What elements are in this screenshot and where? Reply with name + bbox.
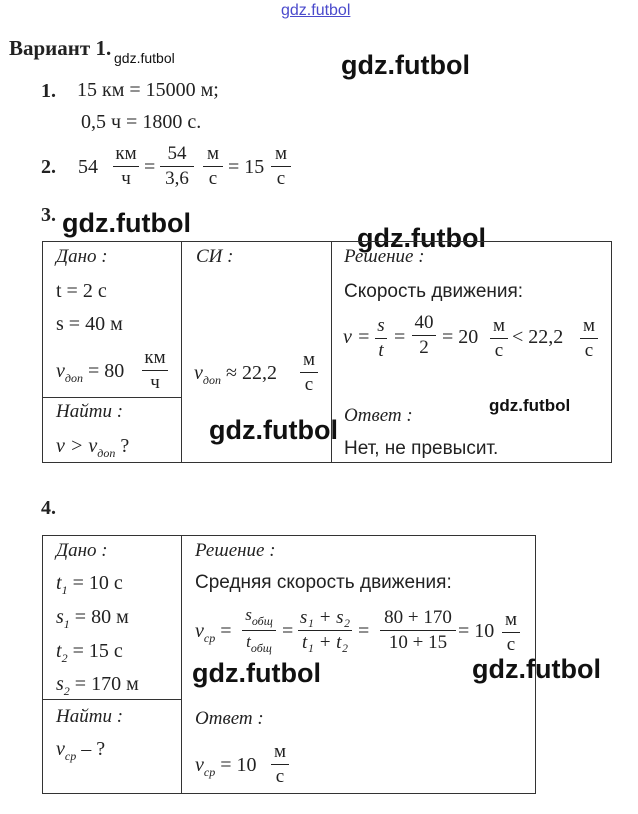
fraction-bar <box>375 338 387 339</box>
time-symbol: t <box>56 572 62 594</box>
given-time: t = 2 с <box>56 280 107 302</box>
speed-symbol: v <box>194 362 203 384</box>
fraction-bar <box>271 166 291 167</box>
si-speed-limit <box>194 362 277 388</box>
fraction-numerator: км <box>115 143 137 164</box>
given-heading: Дано : <box>56 246 108 267</box>
fraction-denominator: с <box>304 373 314 395</box>
fraction-denominator: ч <box>150 371 160 393</box>
speed-subscript: ср <box>203 631 216 645</box>
watermark: gdz.futbol <box>192 658 321 688</box>
average-speed-result: = 10 <box>458 620 495 642</box>
watermark: gdz.futbol <box>62 208 191 238</box>
fraction-denominator: 10 + 15 <box>388 631 448 653</box>
fraction-denominator <box>246 633 272 655</box>
speed-symbol: v <box>56 738 65 760</box>
subscript: 2 <box>61 651 68 665</box>
fraction-bar <box>300 372 318 373</box>
fraction-bar <box>203 166 223 167</box>
given-s2 <box>56 673 139 699</box>
fraction-km-h <box>113 144 139 189</box>
fraction-denominator: t₁ + t₂ <box>301 631 349 653</box>
fraction-numerator <box>245 606 273 628</box>
fraction-numerator: м <box>492 315 506 336</box>
fraction-denominator: 2 <box>419 336 429 358</box>
watermark: gdz.futbol <box>209 415 338 445</box>
speed-symbol: v <box>56 360 65 382</box>
fraction-bar <box>380 630 456 631</box>
find-heading: Найти : <box>56 706 124 727</box>
problem-1-line-1: 15 км = 15000 м; <box>77 79 219 101</box>
fraction-m-s <box>490 316 508 361</box>
fraction-m-s <box>580 316 598 361</box>
problem-1-line-2: 0,5 ч = 1800 с. <box>81 111 202 133</box>
fraction-numerator: м <box>274 143 288 164</box>
equals-sign: = <box>282 620 294 642</box>
answer-expression <box>195 754 257 780</box>
fraction-denominator: с <box>275 765 285 787</box>
denominator-subscript: общ <box>250 640 272 655</box>
speed-subscript: ср <box>64 749 77 763</box>
problem-1-number: 1. <box>41 80 56 102</box>
solution-cell <box>331 242 611 463</box>
watermark: gdz.futbol <box>489 396 571 415</box>
fraction-m-s <box>271 742 289 787</box>
fraction-54-3-6 <box>160 144 194 189</box>
fraction-bar <box>412 335 436 336</box>
fraction-bar <box>298 630 352 631</box>
average-speed-text: Средняя скорость движения: <box>195 572 452 593</box>
answer-text: Нет, не превысит. <box>344 438 499 459</box>
fraction-denominator: с <box>506 633 516 655</box>
problem-4-number: 4. <box>41 497 56 519</box>
equals-sign: = <box>220 620 232 642</box>
fraction-s-total-t-total <box>242 606 276 654</box>
answer-value: = 10 <box>220 754 257 776</box>
fraction-numerator: s₁ + s₂ <box>299 607 351 628</box>
speed-subscript: доп <box>202 373 221 387</box>
fraction-bar <box>113 166 139 167</box>
find-heading: Найти : <box>56 401 124 422</box>
problem-3-table <box>42 241 612 463</box>
subscript: 2 <box>63 684 70 698</box>
t2-value: = 15 с <box>72 640 123 662</box>
fraction-numeric <box>380 608 456 653</box>
fraction-denominator: с <box>276 167 286 189</box>
speed-subscript: доп <box>97 446 116 460</box>
speed-subscript: доп <box>64 371 83 385</box>
subscript: 1 <box>63 617 70 631</box>
fraction-bar <box>502 632 520 633</box>
s2-value: = 170 м <box>74 673 139 695</box>
fraction-numerator: м <box>302 349 316 370</box>
page-title: Вариант 1. <box>9 36 112 60</box>
fraction-numerator: s <box>377 315 385 336</box>
fraction-bar <box>242 630 276 631</box>
fraction-bar <box>580 338 598 339</box>
problem-2-value: 54 <box>78 156 98 178</box>
speed-text: Скорость движения: <box>344 281 524 302</box>
t1-value: = 10 с <box>72 572 123 594</box>
equals-sign: = <box>358 620 370 642</box>
numerator-subscript: общ <box>251 614 273 628</box>
fraction-bar <box>160 166 194 167</box>
find-question <box>56 738 105 764</box>
fraction-m-s <box>502 610 520 655</box>
s1-value: = 80 м <box>74 606 129 628</box>
problem-3-number: 3. <box>41 204 56 226</box>
find-question <box>56 435 129 461</box>
problem-2-result: = 15 <box>228 156 265 178</box>
fraction-numerator: м <box>504 609 518 630</box>
fraction-denominator: с <box>208 167 218 189</box>
average-speed-label <box>195 620 232 646</box>
fraction-denominator: с <box>494 339 504 361</box>
fraction-numerator: м <box>273 741 287 762</box>
speed-symbol: v <box>195 620 204 642</box>
comparison: < 22,2 <box>512 326 564 348</box>
distance-symbol: s <box>56 606 64 628</box>
fraction-numerator: 40 <box>414 312 434 333</box>
fraction-denominator: ч <box>121 167 131 189</box>
fraction-denominator: с <box>584 339 594 361</box>
fraction-m-s <box>300 350 318 395</box>
fraction-km-h <box>142 348 168 393</box>
speed-value: = 80 <box>87 360 125 382</box>
solution-heading: Решение : <box>195 540 276 561</box>
solution-heading: Решение : <box>344 246 425 267</box>
fraction-bar <box>490 338 508 339</box>
question-expression: v > v <box>56 435 98 457</box>
fraction-numerator: м <box>206 143 220 164</box>
problem-2-number: 2. <box>41 156 56 178</box>
fraction-numerator: км <box>144 347 166 368</box>
fraction-numerator: м <box>582 315 596 336</box>
watermark: gdz.futbol <box>114 50 175 66</box>
fraction-bar <box>271 764 289 765</box>
question-mark: ? <box>120 435 130 457</box>
distance-symbol: s <box>56 673 64 695</box>
given-s1 <box>56 606 129 632</box>
fraction-numerator: 54 <box>167 143 187 164</box>
given-heading: Дано : <box>56 540 108 561</box>
equals-sign: = <box>394 326 406 348</box>
fraction-denominator: 3,6 <box>165 167 189 189</box>
fraction-bar <box>142 370 168 371</box>
speed-subscript: ср <box>203 765 216 779</box>
fraction-s-t <box>375 316 387 361</box>
speed-result: = 20 <box>442 326 479 348</box>
speed-symbol: v <box>195 754 204 776</box>
watermark-top[interactable]: gdz.futbol <box>281 2 351 19</box>
speed-formula-label: v = <box>343 326 371 348</box>
fraction-numerator: 80 + 170 <box>384 607 452 628</box>
fraction-m-s <box>271 144 291 189</box>
given-speed-limit <box>56 360 124 386</box>
fraction-40-2 <box>412 313 436 358</box>
fraction-sum-s-sum-t <box>298 608 352 653</box>
given-distance: s = 40 м <box>56 313 123 335</box>
given-t2 <box>56 640 123 666</box>
time-symbol: t <box>56 640 62 662</box>
numerator-symbol: s <box>245 605 252 624</box>
fraction-m-s <box>203 144 223 189</box>
fraction-denominator: t <box>378 339 384 361</box>
si-heading: СИ : <box>196 246 234 267</box>
watermark: gdz.futbol <box>341 50 470 80</box>
equals-sign: = <box>144 156 156 178</box>
denominator-symbol: t <box>246 631 251 651</box>
watermark: gdz.futbol <box>472 654 601 684</box>
subscript: 1 <box>61 583 68 597</box>
given-t1 <box>56 572 123 598</box>
watermark: gdz.futbol <box>357 223 486 253</box>
question-mark: – ? <box>81 738 106 760</box>
answer-heading: Ответ : <box>195 708 264 729</box>
speed-value: ≈ 22,2 <box>225 362 277 384</box>
answer-heading: Ответ : <box>344 405 413 426</box>
